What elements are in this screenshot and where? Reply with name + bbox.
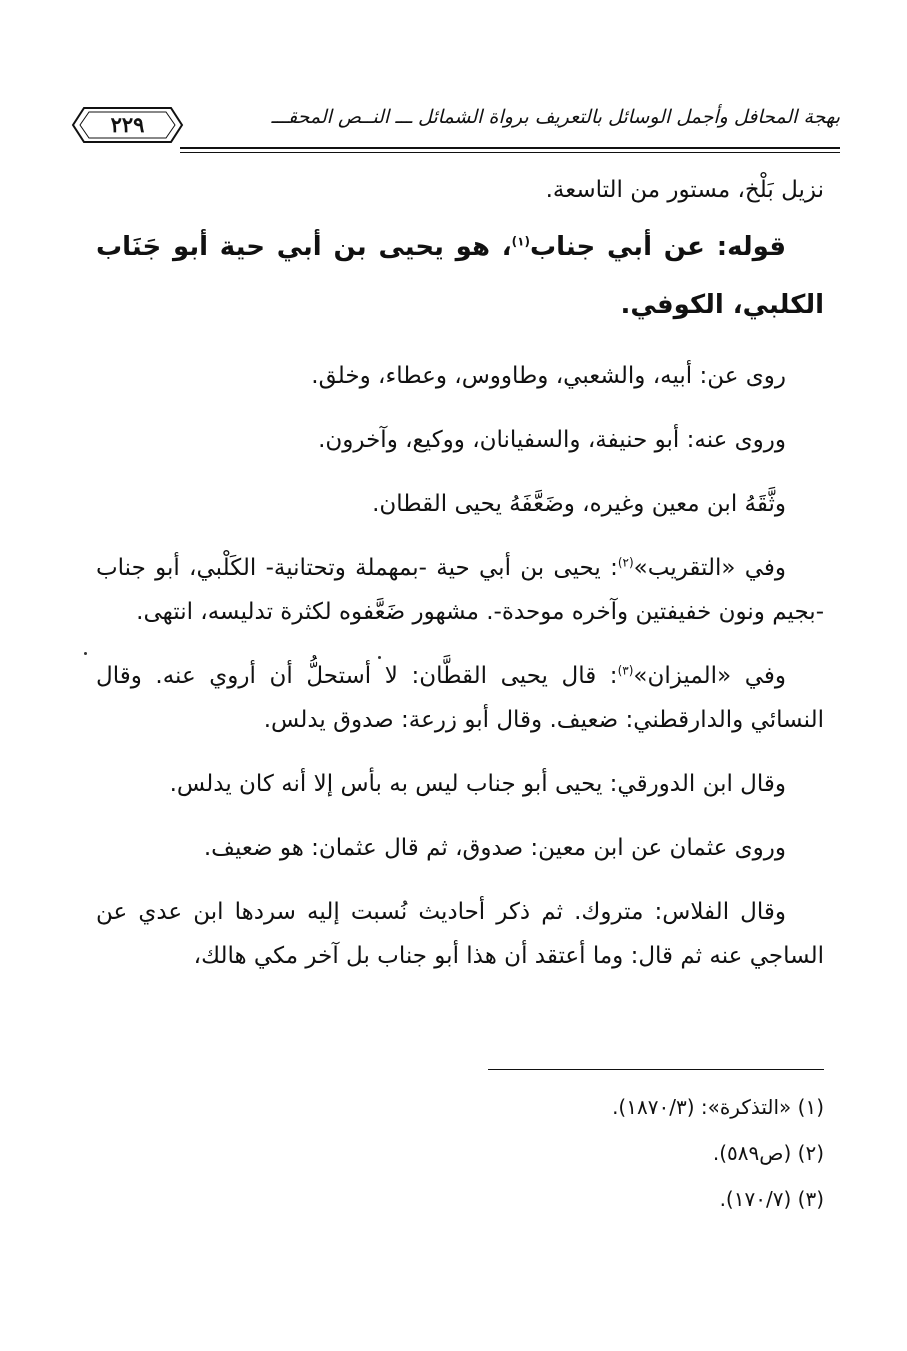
paragraph: وثَّقَهُ ابن معين وغيره، وضَعَّفَهُ يحيى القطان. bbox=[372, 491, 786, 517]
paragraph: وقال ابن الدورقي: يحيى أبو جناب ليس به بأس إلا أنه كان يدلس. bbox=[169, 771, 786, 797]
footnote-ref: (٣) bbox=[617, 663, 634, 678]
paragraph bbox=[96, 654, 824, 742]
footnote: (٣) (١٧٠/٧). bbox=[719, 1187, 824, 1211]
main-text bbox=[96, 168, 824, 998]
footnote: (٢) (ص٥٨٩). bbox=[712, 1141, 824, 1165]
footnote-ref: (٢) bbox=[617, 555, 634, 570]
header-rule bbox=[180, 147, 840, 153]
paragraph: نزيل بَلْخ، مستور من التاسعة. bbox=[545, 177, 824, 203]
footnote-separator bbox=[488, 1069, 824, 1070]
paragraph-heading bbox=[96, 218, 824, 334]
page-number: ٢٢٩ bbox=[110, 112, 145, 137]
paragraph: وروى عنه: أبو حنيفة، والسفيانان، ووكيع، وآخرون. bbox=[318, 427, 786, 453]
footnote-ref: (١) bbox=[511, 234, 530, 249]
page-number-frame bbox=[70, 104, 185, 146]
paragraph bbox=[96, 546, 824, 634]
footnotes bbox=[96, 1084, 824, 1222]
text-run: وفي «التقريب» bbox=[633, 555, 786, 581]
paragraph: وقال الفلاس: متروك. ثم ذكر أحاديث نُسبت إليه سردها ابن عدي عن الساجي عنه ثم قال: وما أعتقد أن هذا أبو جناب بل آخر مكي هالك، bbox=[96, 899, 824, 969]
paragraph: روى عن: أبيه، والشعبي، وطاووس، وعطاء، وخلق. bbox=[311, 363, 786, 389]
running-header bbox=[60, 92, 840, 162]
scan-speck bbox=[84, 652, 87, 655]
text-run: : قال يحيى القطَّان: لا أستحلُّ أن أروي عنه. وقال النسائي والدارقطني: ضعيف. وقال أبو زرعة: صدوق يدلس. bbox=[96, 663, 824, 733]
paragraph: وروى عثمان عن ابن معين: صدوق، ثم قال عثمان: هو ضعيف. bbox=[203, 835, 786, 861]
header-title: بهجة المحافل وأجمل الوسائل بالتعريف برواة الشمائل ـــ النــص المحقـــ bbox=[271, 106, 840, 128]
text-run: وفي «الميزان» bbox=[633, 663, 786, 689]
footnote: (١) «التذكرة»: (١٨٧٠/٣). bbox=[612, 1095, 824, 1119]
scan-speck bbox=[378, 656, 381, 659]
heading-lead: قوله: عن أبي جناب bbox=[529, 232, 786, 262]
text-run: : يحيى بن أبي حية -بمهملة وتحتانية- الكَلْبي، أبو جناب -بجيم ونون خفيفتين وآخره موحدة-. مشهور ضَعَّفوه لكثرة تدليسه، انتهى. bbox=[96, 555, 824, 625]
heading-rest: ، هو يحيى بن أبي حية أبو جَنَاب الكلبي، الكوفي. bbox=[96, 232, 824, 320]
